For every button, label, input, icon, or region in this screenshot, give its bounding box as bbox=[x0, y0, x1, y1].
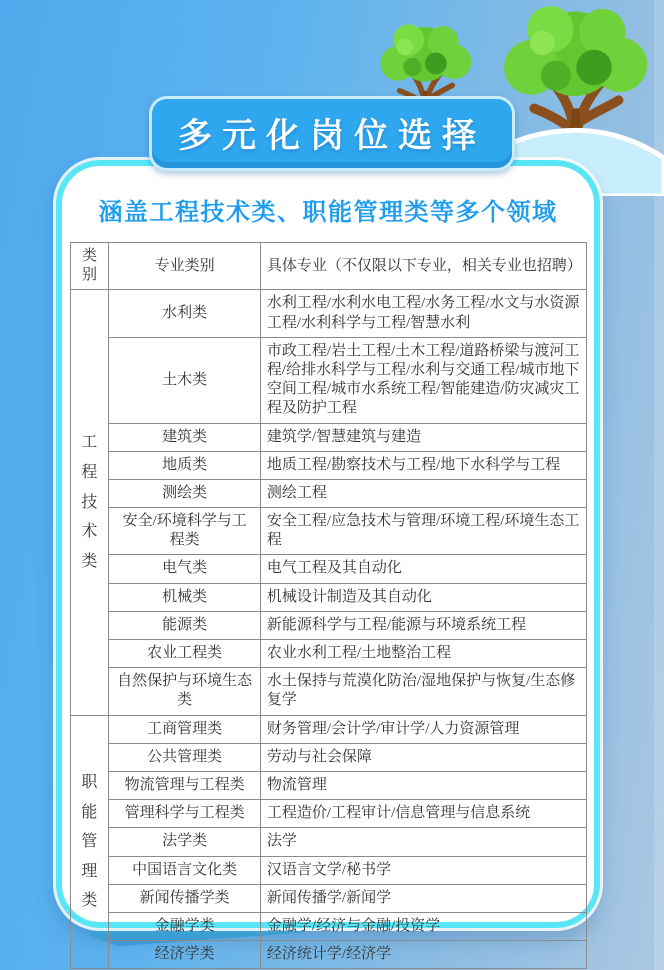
major-cell: 新闻传播学类 bbox=[109, 884, 261, 912]
category-cell bbox=[70, 290, 109, 715]
detail-cell: 经济统计学/经济学 bbox=[260, 941, 586, 969]
content-card bbox=[56, 160, 600, 963]
major-cell: 金融学类 bbox=[109, 912, 261, 940]
detail-cell: 市政工程/岩土工程/土木工程/道路桥梁与渡河工程/给排水科学与工程/水利与交通工程/城市地下空间工程/城市水系统工程/智能建造/防灾减灾工程及防护工程 bbox=[260, 337, 586, 423]
major-cell: 机械类 bbox=[109, 583, 261, 611]
detail-cell: 法学 bbox=[260, 828, 586, 856]
table-row bbox=[70, 828, 586, 856]
major-cell: 自然保护与环境生态类 bbox=[109, 668, 261, 715]
table-row bbox=[70, 290, 586, 337]
page-title: 多元化岗位选择 bbox=[178, 117, 486, 155]
detail-cell: 汉语言文学/秘书学 bbox=[260, 856, 586, 884]
table-row bbox=[70, 337, 586, 423]
table-row bbox=[70, 451, 586, 479]
category-label: 工程技术类 bbox=[81, 434, 98, 570]
detail-cell: 测绘工程 bbox=[260, 479, 586, 507]
detail-cell: 建筑学/智慧建筑与建造 bbox=[260, 423, 586, 451]
positions-table bbox=[70, 242, 587, 969]
detail-cell: 电气工程及其自动化 bbox=[260, 555, 586, 583]
detail-cell: 物流管理 bbox=[260, 771, 586, 799]
major-cell: 电气类 bbox=[109, 555, 261, 583]
table-row bbox=[70, 583, 586, 611]
major-cell: 地质类 bbox=[109, 451, 261, 479]
major-cell: 测绘类 bbox=[109, 479, 261, 507]
detail-cell: 新能源科学与工程/能源与环境系统工程 bbox=[260, 611, 586, 639]
major-cell: 法学类 bbox=[109, 828, 261, 856]
major-cell: 能源类 bbox=[109, 611, 261, 639]
table-row bbox=[70, 715, 586, 743]
table-row bbox=[70, 423, 586, 451]
table-row bbox=[70, 479, 586, 507]
table-row bbox=[70, 912, 586, 940]
header-detail: 具体专业（不仅限以下专业，相关专业也招聘） bbox=[260, 243, 586, 290]
detail-cell: 水土保持与荒漠化防治/湿地保护与恢复/生态修复学 bbox=[260, 668, 586, 715]
detail-cell: 农业水利工程/土地整治工程 bbox=[260, 640, 586, 668]
table-row bbox=[70, 856, 586, 884]
major-cell: 安全/环境科学与工程类 bbox=[109, 508, 261, 555]
major-cell: 农业工程类 bbox=[109, 640, 261, 668]
table-row bbox=[70, 941, 586, 969]
major-cell: 公共管理类 bbox=[109, 743, 261, 771]
major-cell: 水利类 bbox=[109, 290, 261, 337]
category-label: 职能管理类 bbox=[81, 773, 98, 910]
detail-cell: 机械设计制造及其自动化 bbox=[260, 583, 586, 611]
detail-cell: 工程造价/工程审计/信息管理与信息系统 bbox=[260, 800, 586, 828]
major-cell: 物流管理与工程类 bbox=[109, 771, 261, 799]
table-row bbox=[70, 555, 586, 583]
header-major: 专业类别 bbox=[109, 243, 261, 290]
table-row bbox=[70, 640, 586, 668]
category-cell bbox=[70, 715, 109, 969]
table-row bbox=[70, 800, 586, 828]
table-row bbox=[70, 611, 586, 639]
table-row bbox=[70, 771, 586, 799]
detail-cell: 新闻传播学/新闻学 bbox=[260, 884, 586, 912]
table-row bbox=[70, 743, 586, 771]
table-row bbox=[70, 508, 586, 555]
major-cell: 经济学类 bbox=[109, 941, 261, 969]
detail-cell: 地质工程/勘察技术与工程/地下水科学与工程 bbox=[260, 451, 586, 479]
title-banner bbox=[149, 96, 515, 171]
major-cell: 土木类 bbox=[109, 337, 261, 423]
major-cell: 中国语言文化类 bbox=[109, 856, 261, 884]
table-header-row bbox=[70, 243, 586, 290]
table-row bbox=[70, 668, 586, 715]
table-row bbox=[70, 884, 586, 912]
detail-cell: 水利工程/水利水电工程/水务工程/水文与水资源工程/水利科学与工程/智慧水利 bbox=[260, 290, 586, 337]
header-category: 类别 bbox=[70, 243, 109, 290]
detail-cell: 安全工程/应急技术与管理/环境工程/环境生态工程 bbox=[260, 508, 586, 555]
major-cell: 建筑类 bbox=[109, 423, 261, 451]
detail-cell: 劳动与社会保障 bbox=[260, 743, 586, 771]
detail-cell: 金融学/经济与金融/投资学 bbox=[260, 912, 586, 940]
major-cell: 管理科学与工程类 bbox=[109, 800, 261, 828]
major-cell: 工商管理类 bbox=[109, 715, 261, 743]
subtitle: 涵盖工程技术类、职能管理类等多个领域 bbox=[98, 199, 558, 226]
detail-cell: 财务管理/会计学/审计学/人力资源管理 bbox=[260, 715, 586, 743]
